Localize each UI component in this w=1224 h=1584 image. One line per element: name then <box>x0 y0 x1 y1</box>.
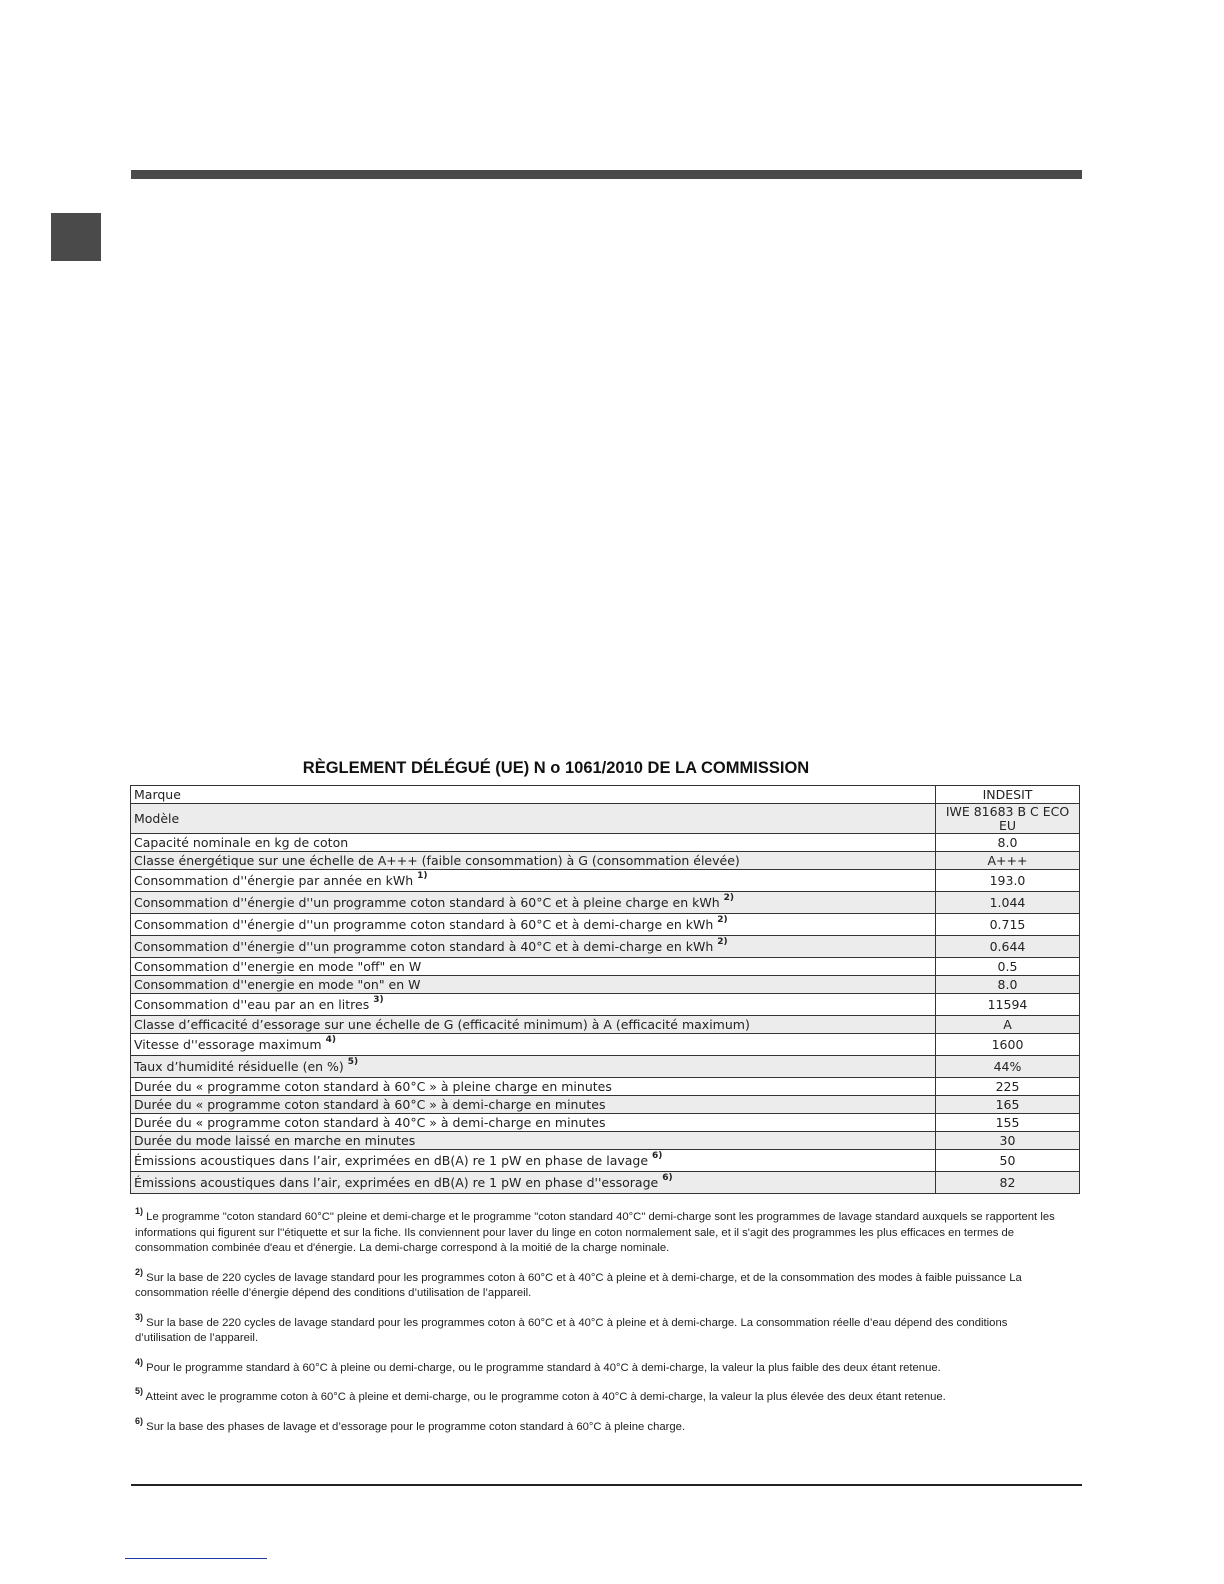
footnote-ref: 6) <box>662 1173 673 1184</box>
table-row <box>131 976 1080 994</box>
row-label-cell <box>131 870 936 892</box>
row-label-cell <box>131 834 936 852</box>
row-label: Taux d’humidité résiduelle (en %) <box>134 1058 344 1074</box>
footnote-number: 2) <box>135 1266 144 1277</box>
table-row <box>131 936 1080 958</box>
table-row <box>131 994 1080 1016</box>
footnote-number: 4) <box>135 1356 144 1367</box>
row-value: IWE 81683 B C ECO EU <box>936 804 1080 834</box>
row-label: Durée du « programme coton standard à 60°C » à pleine charge en minutes <box>134 1078 612 1094</box>
row-value: 1.044 <box>936 892 1080 914</box>
footnote-ref: 4) <box>325 1035 336 1046</box>
row-label-cell <box>131 1114 936 1132</box>
footnote-text: Sur la base de 220 cycles de lavage standard pour les programmes coton à 60°C et à 40°C à pleine et à demi-charge, et de la consommation des modes à faible puissance La consommation réelle d’énergie dépend des conditions d’utilisation de l’appareil. <box>135 1271 1022 1299</box>
row-value: 1600 <box>936 1034 1080 1056</box>
row-label: Capacité nominale en kg de coton <box>134 834 349 850</box>
footnote-text: Sur la base des phases de lavage et d’essorage pour le programme coton standard à 60°C à pleine charge. <box>146 1420 686 1433</box>
row-label-cell <box>131 804 936 834</box>
footnote-ref: 2) <box>717 937 728 948</box>
row-label: Consommation d''energie en mode "on" en W <box>134 976 421 992</box>
table-row <box>131 852 1080 870</box>
footnote-ref: 5) <box>347 1057 359 1068</box>
table-row <box>131 1096 1080 1114</box>
table-row <box>131 786 1080 804</box>
footnote <box>135 1311 1060 1347</box>
row-label-cell <box>131 1078 936 1096</box>
row-value: 82 <box>936 1172 1080 1194</box>
footnote-ref: 6) <box>652 1151 663 1162</box>
table-row <box>131 1172 1080 1194</box>
product-fiche-table <box>130 785 1080 1194</box>
table-row <box>131 804 1080 834</box>
row-label-cell <box>131 994 936 1016</box>
row-label-cell <box>131 936 936 958</box>
top-rule <box>131 170 1082 179</box>
table-row <box>131 1132 1080 1150</box>
row-label: Classe d’efficacité d’essorage sur une échelle de G (efficacité minimum) à A (efficacité maximum) <box>134 1016 750 1032</box>
row-value: A <box>936 1016 1080 1034</box>
row-value: 155 <box>936 1114 1080 1132</box>
footnote-text: Le programme "coton standard 60°C" pleine et demi-charge et le programme "coton standard 40°C" demi-charge sont les programmes de lavage standard auxquels se rapportent les informations qui figurent sur l''étiquette et sur la fiche. Ils conviennent pour laver du linge en coton normalement sale, et il s'agit des programmes les plus efficaces en termes de consommation combinée d'eau et d'énergie. La demi-charge correspond à la moitié de la charge nominale. <box>135 1211 1055 1254</box>
row-label-cell <box>131 1132 936 1150</box>
row-value: 44% <box>936 1056 1080 1078</box>
row-label: Consommation d''energie en mode "off" en W <box>134 958 422 974</box>
row-value: 8.0 <box>936 834 1080 852</box>
row-value: 8.0 <box>936 976 1080 994</box>
regulation-title: RÈGLEMENT DÉLÉGUÉ (UE) N o 1061/2010 DE LA COMMISSION <box>302 759 810 777</box>
table-row <box>131 958 1080 976</box>
row-label: Consommation d''énergie par année en kWh <box>134 872 414 888</box>
row-label: Durée du mode laissé en marche en minutes <box>134 1132 416 1148</box>
row-label-cell <box>131 892 936 914</box>
footnote <box>135 1415 1060 1436</box>
footnote-text: Atteint avec le programme coton à 60°C à pleine et demi-charge, ou le programme coton à 40°C à demi-charge, la valeur la plus élevée des deux étant retenue. <box>145 1391 946 1403</box>
footnote-ref: 2) <box>717 915 728 926</box>
footnote <box>135 1356 1060 1377</box>
row-value: 0.715 <box>936 914 1080 936</box>
footnote-number: 3) <box>135 1311 144 1322</box>
row-value: 0.5 <box>936 958 1080 976</box>
row-value: 30 <box>936 1132 1080 1150</box>
footnote-ref: 2) <box>723 893 734 904</box>
row-label-cell <box>131 1150 936 1172</box>
footnote-number: 6) <box>135 1415 144 1426</box>
table-row <box>131 870 1080 892</box>
row-value: 165 <box>936 1096 1080 1114</box>
row-value: 50 <box>936 1150 1080 1172</box>
row-label-cell <box>131 1096 936 1114</box>
row-label: Émissions acoustiques dans l’air, exprimées en dB(A) re 1 pW en phase de lavage <box>134 1152 649 1168</box>
table-row <box>131 1056 1080 1078</box>
row-label-cell <box>131 976 936 994</box>
footnotes <box>135 1206 1060 1449</box>
footnote-number: 5) <box>135 1386 144 1397</box>
row-label-cell <box>131 958 936 976</box>
row-label: Durée du « programme coton standard à 60°C » à demi-charge en minutes <box>134 1096 606 1112</box>
row-value: A+++ <box>936 852 1080 870</box>
row-value: 0.644 <box>936 936 1080 958</box>
row-label: Consommation d''énergie d''un programme coton standard à 40°C et à demi-charge en kWh <box>134 938 714 954</box>
row-label: Vitesse d''essorage maximum <box>134 1036 322 1052</box>
footnote-ref: 3) <box>373 995 384 1006</box>
table-row <box>131 1114 1080 1132</box>
row-value: INDESIT <box>936 786 1080 804</box>
footnote-text: Sur la base de 220 cycles de lavage standard pour les programmes coton à 60°C et à 40°C à pleine et à demi-charge. La consommation réelle d’eau dépend des conditions d’utilisation de l’appareil. <box>135 1316 1008 1344</box>
section-marker-box <box>51 213 101 261</box>
row-label: Modèle <box>134 810 180 826</box>
row-value: 193.0 <box>936 870 1080 892</box>
footnote-ref: 1) <box>417 871 428 882</box>
row-value: 225 <box>936 1078 1080 1096</box>
row-label-cell <box>131 1056 936 1078</box>
row-label-cell <box>131 852 936 870</box>
row-label: Consommation d''énergie d''un programme coton standard à 60°C et à demi-charge en kWh <box>134 916 714 932</box>
table-row <box>131 914 1080 936</box>
footnote <box>135 1206 1060 1257</box>
row-label-cell <box>131 1172 936 1194</box>
row-label: Consommation d''énergie d''un programme coton standard à 60°C et à pleine charge en kWh <box>134 894 720 910</box>
footer-link-underline <box>125 1558 267 1559</box>
row-label: Classe énergétique sur une échelle de A+++ (faible consommation) à G (consommation élevée) <box>134 852 740 868</box>
bottom-rule <box>131 1484 1082 1486</box>
row-label: Marque <box>134 786 181 802</box>
table-row <box>131 834 1080 852</box>
row-label-cell <box>131 914 936 936</box>
footnote <box>135 1266 1060 1302</box>
row-value: 11594 <box>936 994 1080 1016</box>
footnote <box>135 1386 1060 1406</box>
row-label: Durée du « programme coton standard à 40°C » à demi-charge en minutes <box>134 1114 606 1130</box>
row-label-cell <box>131 1034 936 1056</box>
table-row <box>131 1150 1080 1172</box>
table-row <box>131 1016 1080 1034</box>
table-row <box>131 1034 1080 1056</box>
row-label-cell <box>131 1016 936 1034</box>
table-row <box>131 892 1080 914</box>
row-label: Émissions acoustiques dans l’air, exprimées en dB(A) re 1 pW en phase d''essorage <box>134 1174 659 1190</box>
table-row <box>131 1078 1080 1096</box>
row-label-cell <box>131 786 936 804</box>
row-label: Consommation d''eau par an en litres <box>134 996 370 1012</box>
footnote-number: 1) <box>135 1206 144 1217</box>
footnote-text: Pour le programme standard à 60°C à pleine ou demi-charge, ou le programme standard à 40°C à demi-charge, la valeur la plus faible des deux étant retenue. <box>146 1361 941 1374</box>
